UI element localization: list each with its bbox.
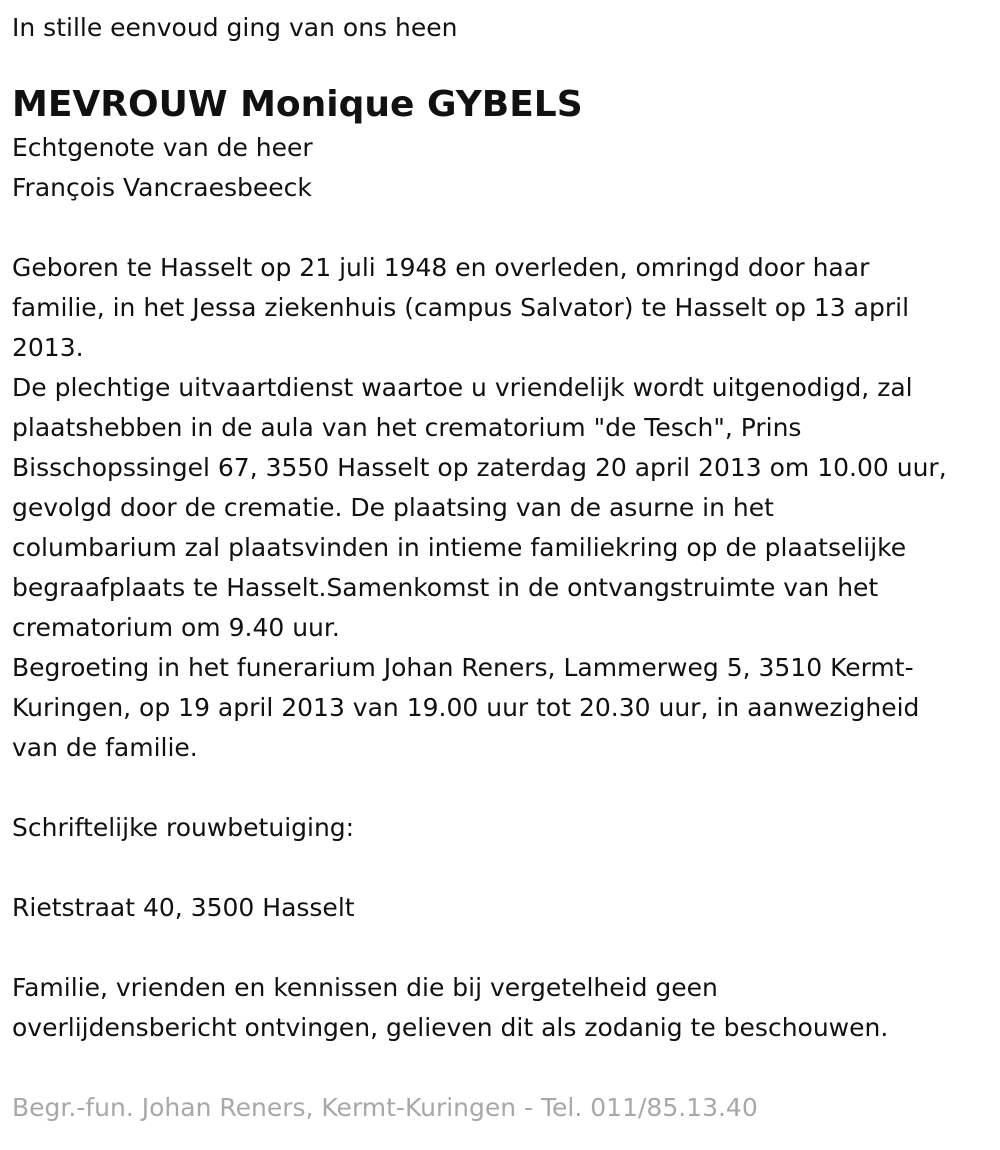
spacer bbox=[12, 768, 988, 808]
notice-line: overlijdensbericht ontvingen, gelieven dit als zodanig te beschouwen. bbox=[12, 1013, 889, 1042]
body-line: crematorium om 9.40 uur. bbox=[12, 613, 340, 642]
announcement-body bbox=[12, 248, 988, 768]
body-line: Bisschopssingel 67, 3550 Hasselt op zaterdag 20 april 2013 om 10.00 uur, bbox=[12, 453, 947, 482]
spacer bbox=[12, 1048, 988, 1088]
spacer bbox=[12, 848, 988, 888]
condolence-address: Rietstraat 40, 3500 Hasselt bbox=[12, 893, 355, 922]
deceased-name: MEVROUW Monique GYBELS bbox=[12, 84, 583, 125]
notice-line: Familie, vrienden en kennissen die bij vergetelheid geen bbox=[12, 973, 718, 1002]
body-line: De plechtige uitvaartdienst waartoe u vriendelijk wordt uitgenodigd, zal bbox=[12, 373, 913, 402]
spacer bbox=[12, 928, 988, 968]
condolence-label: Schriftelijke rouwbetuiging: bbox=[12, 813, 355, 842]
body-line: Kuringen, op 19 april 2013 van 19.00 uur tot 20.30 uur, in aanwezigheid bbox=[12, 693, 920, 722]
spouse-line-2: François Vancraesbeeck bbox=[12, 173, 312, 202]
body-line: 2013. bbox=[12, 333, 84, 362]
body-line: begraafplaats te Hasselt.Samenkomst in de ontvangstruimte van het bbox=[12, 573, 879, 602]
body-line: familie, in het Jessa ziekenhuis (campus Salvator) te Hasselt op 13 april bbox=[12, 293, 910, 322]
spouse-line-1: Echtgenote van de heer bbox=[12, 133, 313, 162]
body-line: Geboren te Hasselt op 21 juli 1948 en overleden, omringd door haar bbox=[12, 253, 870, 282]
spacer bbox=[12, 208, 988, 248]
body-line: columbarium zal plaatsvinden in intieme familiekring op de plaatselijke bbox=[12, 533, 907, 562]
intro-line: In stille eenvoud ging van ons heen bbox=[12, 13, 458, 42]
funeral-home-footer: Begr.-fun. Johan Reners, Kermt-Kuringen - Tel. 011/85.13.40 bbox=[12, 1093, 758, 1122]
body-line: van de familie. bbox=[12, 733, 198, 762]
body-line: Begroeting in het funerarium Johan Reners, Lammerweg 5, 3510 Kermt- bbox=[12, 653, 914, 682]
body-line: gevolgd door de crematie. De plaatsing van de asurne in het bbox=[12, 493, 774, 522]
body-line: plaatshebben in de aula van het crematorium "de Tesch", Prins bbox=[12, 413, 802, 442]
